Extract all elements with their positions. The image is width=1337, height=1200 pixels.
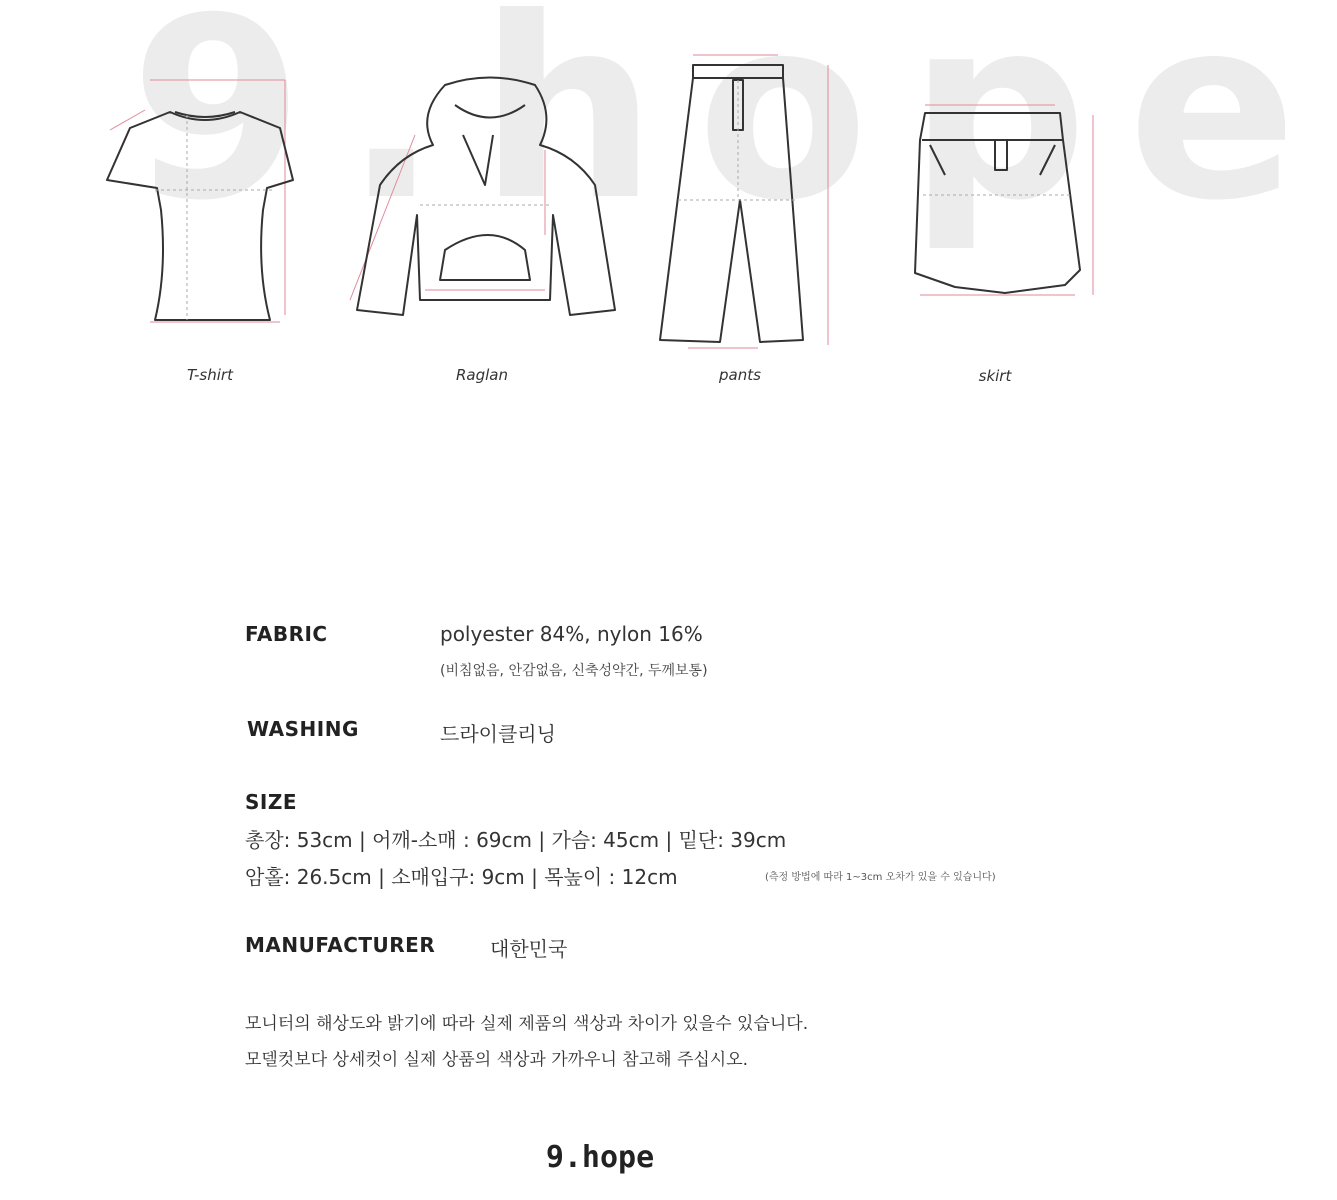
manufacturer-value: 대한민국: [490, 937, 568, 961]
fabric-note: (비침없음, 안감없음, 신축성약간, 두께보통): [440, 663, 708, 679]
pants-label: pants: [719, 366, 761, 384]
size-line-2: 암홀: 26.5cm | 소매입구: 9cm | 목높이 : 12cm: [245, 865, 678, 889]
washing-label: WASHING: [247, 717, 359, 741]
notice-line-2: 모델컷보다 상세컷이 실제 상품의 색상과 가까우니 참고해 주십시오.: [245, 1050, 749, 1070]
washing-value: 드라이클리닝: [440, 722, 556, 746]
skirt-label: skirt: [978, 367, 1012, 385]
raglan-illustration: [345, 75, 635, 335]
fabric-label: FABRIC: [245, 622, 328, 646]
tshirt-illustration: [95, 70, 315, 340]
fabric-value: polyester 84%, nylon 16%: [440, 622, 703, 646]
pants-illustration: [648, 50, 848, 360]
tshirt-label: T-shirt: [187, 366, 233, 384]
size-note: (측정 방법에 따라 1~3cm 오차가 있을 수 있습니다): [765, 872, 996, 883]
raglan-label: Raglan: [455, 366, 508, 384]
notice-line-1: 모니터의 해상도와 밝기에 따라 실제 제품의 색상과 차이가 있을수 있습니다.: [245, 1014, 809, 1034]
brand-logo: 9.hope: [545, 1140, 655, 1175]
skirt-illustration: [895, 95, 1110, 310]
size-line-1: 총장: 53cm | 어깨-소매 : 69cm | 가슴: 45cm | 밑단: 39cm: [245, 828, 787, 852]
manufacturer-label: MANUFACTURER: [245, 933, 436, 957]
brand-watermark: 9.hope: [130, 0, 1337, 255]
size-label: SIZE: [245, 790, 298, 814]
